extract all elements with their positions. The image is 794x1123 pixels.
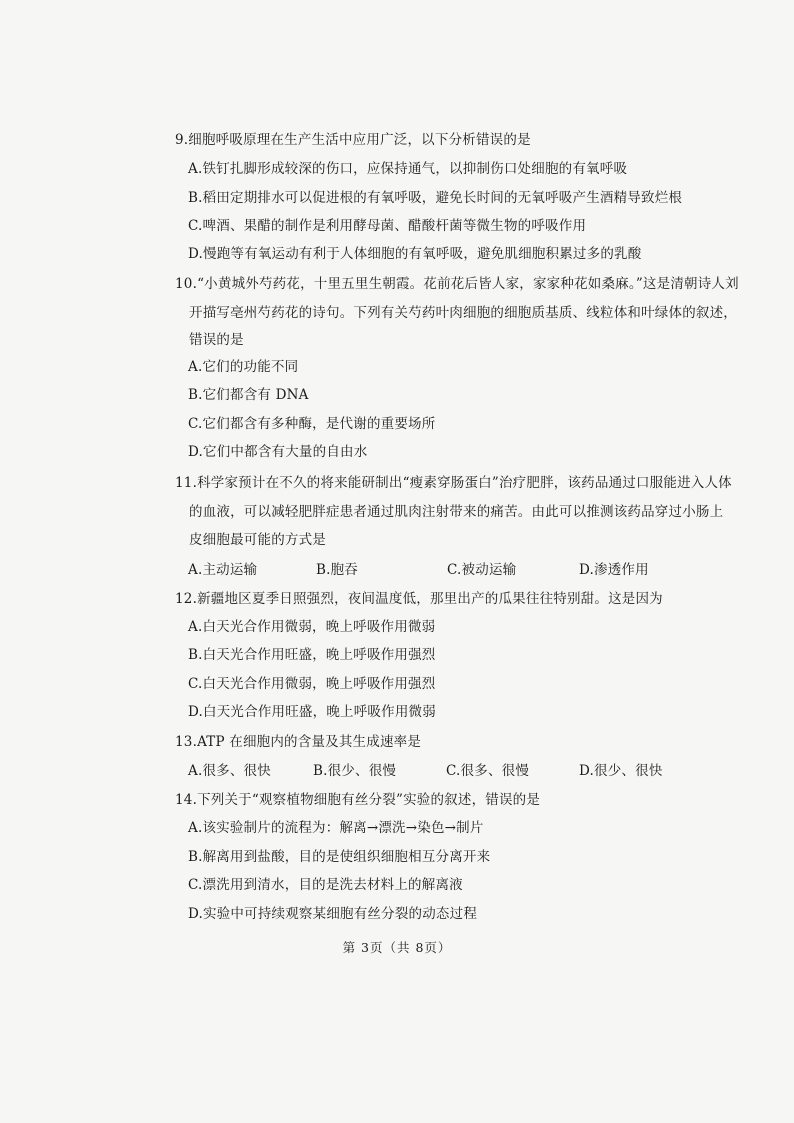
question-10-option-d: D.它们中都含有大量的自由水 <box>188 444 368 460</box>
question-11-stem-line-2: 的血液，可以减轻肥胖症患者通过肌肉注射带来的痛苦。由此可以推测该药品穿过小肠上 <box>189 504 724 520</box>
question-9-option-b: B.稻田定期排水可以促进根的有氧呼吸，避免长时间的无氧呼吸产生酒精导致烂根 <box>188 190 683 206</box>
question-9-option-a: A.铁钉扎脚形成较深的伤口，应保持通气，以抑制伤口处细胞的有氧呼吸 <box>188 161 628 177</box>
question-11-option-c: C.被动运输 <box>447 562 517 578</box>
question-9-stem: 9.细胞呼吸原理在生产生活中应用广泛，以下分析错误的是 <box>175 132 531 148</box>
page-number-footer: 第 3页（共 8页） <box>342 940 452 955</box>
question-10-option-c: C.它们都含有多种酶，是代谢的重要场所 <box>188 416 436 432</box>
question-10-stem-line-1: 10.“小黄城外芍药花，十里五里生朝霞。花前花后皆人家，家家种花如桑麻。”这是清朝诗人刘 <box>175 276 739 292</box>
question-11-stem-line-3: 皮细胞最可能的方式是 <box>189 532 326 548</box>
question-14-option-a: A.该实验制片的流程为：解离→漂洗→染色→制片 <box>188 820 484 836</box>
question-11-option-a: A.主动运输 <box>188 562 258 578</box>
question-10-stem-line-3: 错误的是 <box>189 332 244 348</box>
question-11-option-d: D.渗透作用 <box>579 562 649 578</box>
question-11-stem-line-1: 11.科学家预计在不久的将来能研制出“瘦素穿肠蛋白”治疗肥胖，该药品通过口服能进入人体 <box>175 475 732 491</box>
question-13-stem: 13.ATP 在细胞内的含量及其生成速率是 <box>175 734 422 750</box>
question-9-option-d: D.慢跑等有氧运动有利于人体细胞的有氧呼吸，避免肌细胞积累过多的乳酸 <box>188 246 642 262</box>
question-12-option-a: A.白天光合作用微弱，晚上呼吸作用微弱 <box>188 619 436 635</box>
question-10-option-a: A.它们的功能不同 <box>188 359 299 375</box>
question-13-option-c: C.很多、很慢 <box>446 763 530 779</box>
question-11-option-b: B.胞吞 <box>316 562 359 578</box>
question-12-option-d: D.白天光合作用旺盛，晚上呼吸作用微弱 <box>188 704 436 720</box>
question-10-stem-line-2: 开描写亳州芍药花的诗句。下列有关芍药叶肉细胞的细胞质基质、线粒体和叶绿体的叙述， <box>189 305 737 321</box>
question-14-option-b: B.解离用到盐酸，目的是使组织细胞相互分离开来 <box>188 849 491 865</box>
question-14-option-d: D.实验中可持续观察某细胞有丝分裂的动态过程 <box>188 906 478 922</box>
question-14-option-c: C.漂洗用到清水，目的是洗去材料上的解离液 <box>188 877 463 893</box>
question-12-option-b: B.白天光合作用旺盛，晚上呼吸作用强烈 <box>188 647 436 663</box>
question-13-option-d: D.很少、很快 <box>579 763 663 779</box>
question-12-stem: 12.新疆地区夏季日照强烈，夜间温度低，那里出产的瓜果往往特别甜。这是因为 <box>175 591 663 607</box>
question-13-option-b: B.很少、很慢 <box>313 763 397 779</box>
question-14-stem: 14.下列关于“观察植物细胞有丝分裂”实验的叙述，错误的是 <box>175 792 541 808</box>
question-13-option-a: A.很多、很快 <box>188 763 271 779</box>
question-12-option-c: C.白天光合作用微弱，晚上呼吸作用强烈 <box>188 676 436 692</box>
question-9-option-c: C.啤酒、果醋的制作是利用酵母菌、醋酸杆菌等微生物的呼吸作用 <box>188 218 587 234</box>
question-10-option-b: B.它们都含有 DNA <box>188 387 309 403</box>
